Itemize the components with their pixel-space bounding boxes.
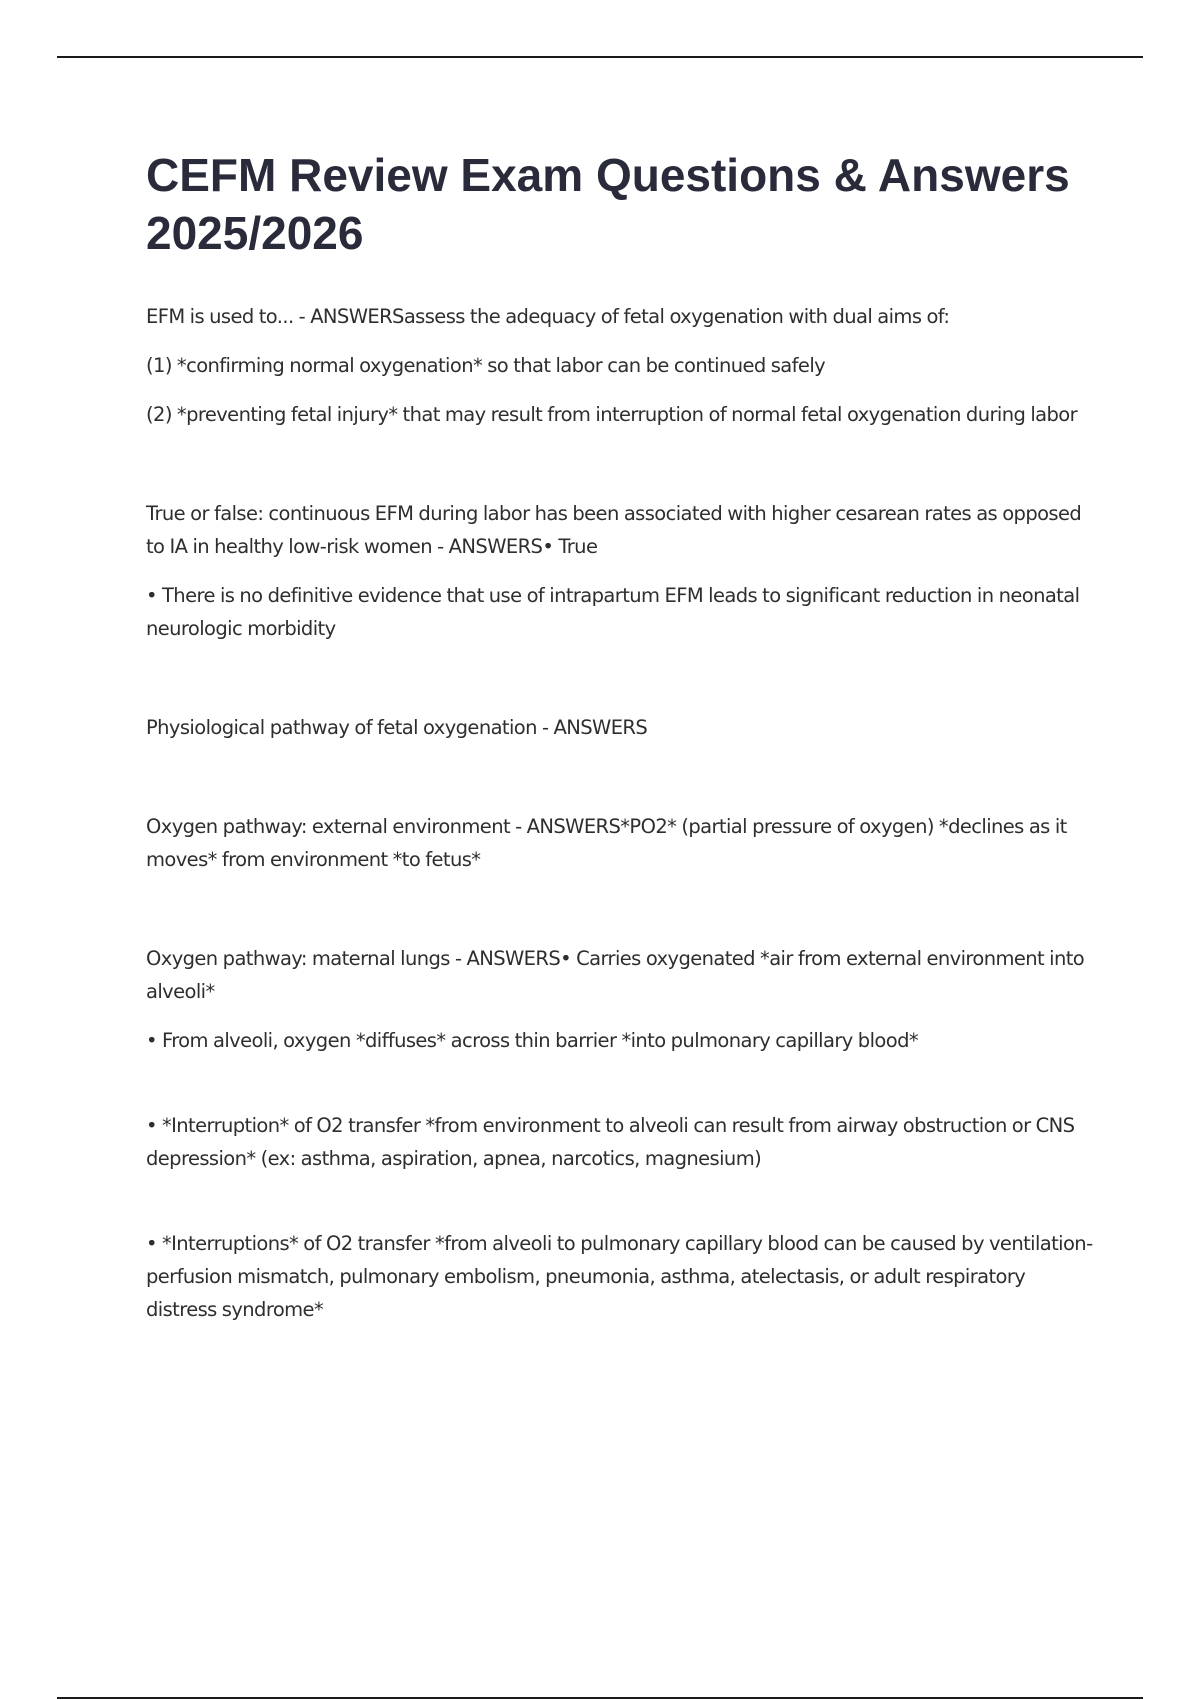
qa-item-external-environment: [146, 810, 1096, 876]
paragraph: True or false: continuous EFM during labor has been associated with higher cesarean rates as opposed to IA in healthy low-risk women - ANSWERS• True: [146, 502, 1082, 558]
paragraph: Physiological pathway of fetal oxygenation - ANSWERS: [146, 716, 648, 739]
paragraph: • *Interruptions* of O2 transfer *from alveoli to pulmonary capillary blood can be caused by ventilation-perfusion mismatch, pulmonary embolism, pneumonia, asthma, atelectasis, or adult respiratory distress syndrome*: [146, 1232, 1093, 1321]
document-title: CEFM Review Exam Questions & Answers 2025/2026: [146, 149, 1070, 259]
paragraph: • *Interruption* of O2 transfer *from environment to alveoli can result from airway obstruction or CNS depression* (ex: asthma, aspiration, apnea, narcotics, magnesium): [146, 1114, 1075, 1170]
paragraph: Oxygen pathway: external environment - ANSWERS*PO2* (partial pressure of oxygen) *declines as it moves* from environment *to fetus*: [146, 815, 1067, 871]
spacer: [146, 1191, 1096, 1227]
paragraph: EFM is used to... - ANSWERSassess the adequacy of fetal oxygenation with dual aims of:: [146, 305, 950, 328]
spacer: [146, 447, 1096, 497]
paragraph: • From alveoli, oxygen *diffuses* across thin barrier *into pulmonary capillary blood*: [146, 1029, 918, 1052]
footer-rule: [57, 1697, 1143, 1699]
header-rule: [57, 56, 1143, 58]
spacer: [146, 760, 1096, 810]
document-body: [146, 146, 1096, 1342]
qa-item-interruption-alveoli: [146, 1227, 1096, 1326]
paragraph: • There is no definitive evidence that use of intrapartum EFM leads to significant reduction in neonatal neurologic morbidity: [146, 584, 1080, 640]
spacer: [146, 892, 1096, 942]
qa-item-efm-purpose: [146, 300, 1096, 431]
paragraph: Oxygen pathway: maternal lungs - ANSWERS• Carries oxygenated *air from external environment into alveoli*: [146, 947, 1085, 1003]
qa-item-true-false: [146, 497, 1096, 645]
spacer: [146, 661, 1096, 711]
paragraph: (1) *confirming normal oxygenation* so that labor can be continued safely: [146, 354, 826, 377]
spacer: [146, 1073, 1096, 1109]
qa-item-maternal-lungs: [146, 942, 1096, 1057]
paragraph: (2) *preventing fetal injury* that may result from interruption of normal fetal oxygenation during labor: [146, 403, 1078, 426]
qa-item-physiological-pathway: [146, 711, 1096, 744]
qa-item-interruption-environment: [146, 1109, 1096, 1175]
